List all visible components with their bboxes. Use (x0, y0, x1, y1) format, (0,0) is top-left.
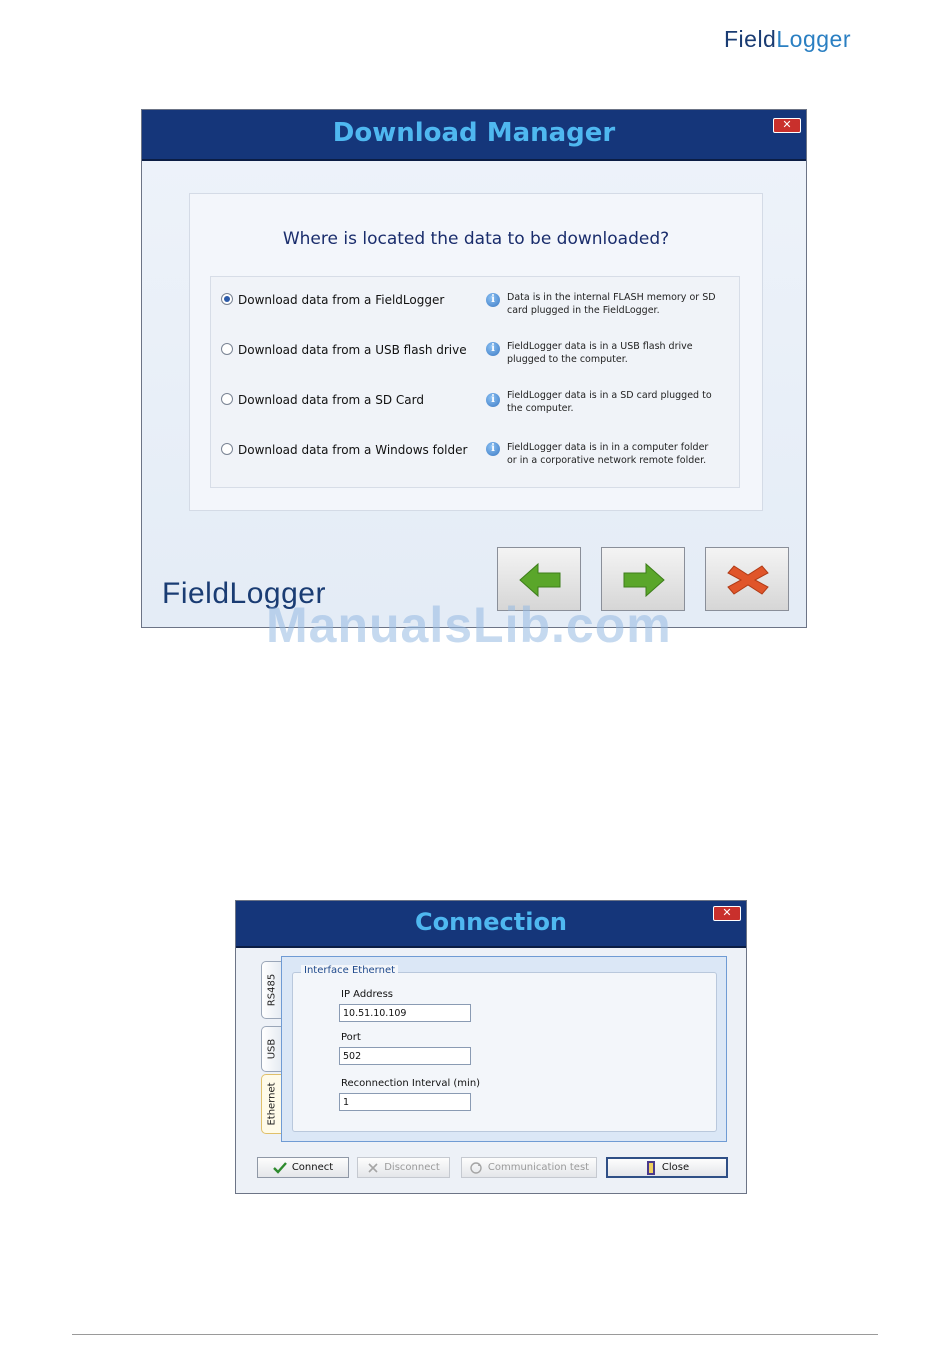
title-bar (236, 901, 746, 948)
info-icon: i (486, 342, 500, 356)
ethernet-tab-panel (281, 956, 727, 1142)
reconnection-interval-input[interactable]: 1 (339, 1093, 471, 1111)
options-panel (189, 193, 763, 511)
close-button[interactable]: Close (606, 1157, 728, 1178)
disconnect-button[interactable]: Disconnect (357, 1157, 450, 1178)
refresh-icon (469, 1161, 483, 1175)
fieldlogger-logo: FieldLogger (162, 577, 326, 610)
communication-test-button[interactable]: Communication test (461, 1157, 597, 1178)
tab-ethernet[interactable]: Ethernet (261, 1074, 281, 1134)
radio-windows-folder[interactable] (221, 443, 233, 455)
info-icon: i (486, 442, 500, 456)
group-title: Interface Ethernet (301, 965, 398, 976)
info-text: FieldLogger data is in a SD card plugged to the computer. (507, 390, 712, 414)
info-text: FieldLogger data is in in a computer folder or in a corporative network remote folder. (507, 442, 709, 466)
option-windows-folder[interactable]: Download data from a Windows folder (221, 443, 467, 457)
radio-usb[interactable] (221, 343, 233, 355)
info-icon: i (486, 393, 500, 407)
port-label: Port (341, 1032, 361, 1043)
window-title: Connection (414, 908, 568, 936)
window-title: Download Manager (332, 118, 616, 148)
door-icon (645, 1160, 657, 1176)
fieldlogger-logo-top: FieldLogger (724, 26, 851, 52)
info-text: FieldLogger data is in a USB flash drive plugged to the computer. (507, 341, 693, 365)
question-heading: Where is located the data to be downloaded? (282, 229, 670, 249)
option-sd-card[interactable]: Download data from a SD Card (221, 393, 424, 407)
option-fieldlogger[interactable]: Download data from a FieldLogger (221, 293, 444, 307)
footer-divider (72, 1334, 878, 1335)
ip-address-label: IP Address (341, 989, 393, 1000)
close-icon[interactable]: ✕ (773, 118, 801, 133)
check-icon (273, 1162, 287, 1174)
close-icon[interactable]: ✕ (713, 906, 741, 921)
port-input[interactable]: 502 (339, 1047, 471, 1065)
title-bar (142, 110, 806, 161)
tab-control (256, 953, 728, 1143)
info-icon: i (486, 293, 500, 307)
connect-button[interactable]: Connect (257, 1157, 349, 1178)
connection-window (235, 900, 747, 1194)
x-icon (706, 548, 790, 612)
download-manager-window (141, 109, 807, 628)
watermark: ManualsLib.com (266, 597, 672, 653)
tab-usb[interactable]: USB (261, 1026, 281, 1072)
radio-fieldlogger[interactable] (221, 293, 233, 305)
info-text: Data is in the internal FLASH memory or SD card plugged in the FieldLogger. (507, 292, 716, 316)
x-icon (367, 1162, 379, 1174)
options-list (210, 276, 740, 488)
reconnection-interval-label: Reconnection Interval (min) (341, 1078, 481, 1089)
cancel-button[interactable] (705, 547, 789, 611)
option-usb-flash-drive[interactable]: Download data from a USB flash drive (221, 343, 467, 357)
radio-sd-card[interactable] (221, 393, 233, 405)
ip-address-input[interactable]: 10.51.10.109 (339, 1004, 471, 1022)
interface-ethernet-group (292, 965, 717, 1132)
tab-rs485[interactable]: RS485 (261, 961, 281, 1019)
